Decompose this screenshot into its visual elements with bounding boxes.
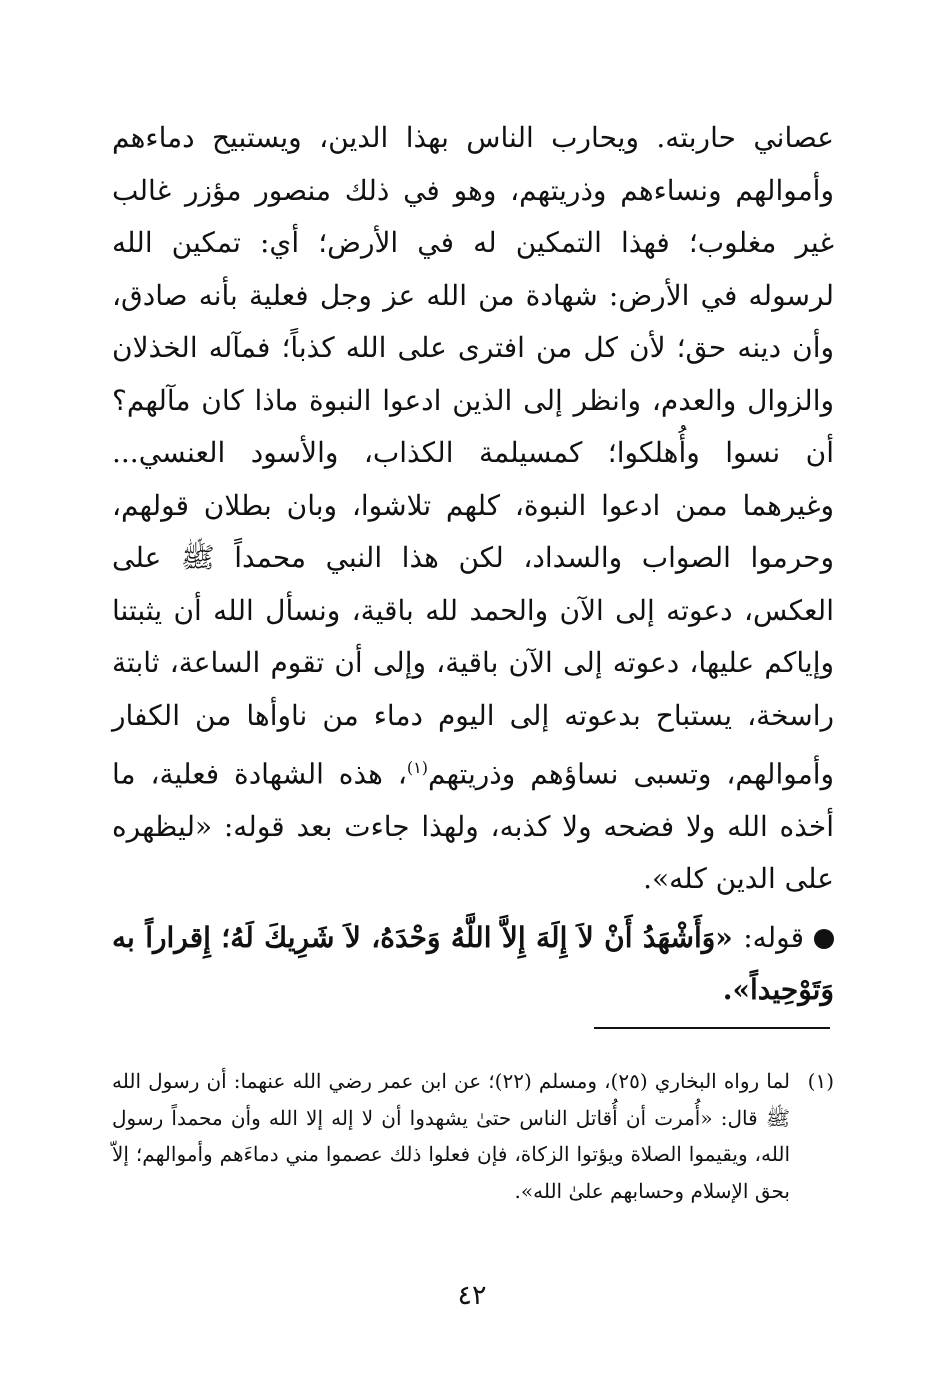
main-text [112, 112, 834, 1016]
reference-quote: «وَأَشْهَدُ أَنْ لاَ إِلَهَ إِلاَّ اللَّهُ وَحْدَهُ، لاَ شَرِيكَ لَهُ؛ إِقراراً به وَتَوْحِيداً». [112, 920, 834, 1006]
footnote-marker: (١) [406, 758, 428, 777]
footnote-number: (١) [807, 1069, 834, 1093]
footnote-separator [594, 1027, 830, 1029]
reference-paragraph [112, 912, 834, 1016]
footnote-text: لما رواه البخاري (٢٥)، ومسلم (٢٢)؛ عن ابن عمر رضي الله عنهما: أن رسول الله ﷺ قال: «أُمرت أن أُقاتل الناس حتىٰ يشهدوا أن لا إله إلا الله وأن محمداً رسول الله، ويقيموا الصلاة ويؤتوا الزكاة، فإن فعلوا ذلك عصموا مني دماءَهم وأموالهم؛ إلاّ بحق الإسلام وحسابهم علىٰ الله». [112, 1069, 791, 1203]
main-paragraph [112, 112, 834, 906]
paragraph-end-text: ، هذه الشهادة فعلية، ما أخذه الله ولا فضحه ولا كذبه، ولهذا جاءت بعد قوله: «ليظهره على الدين كله». [112, 757, 834, 896]
footnote [112, 1063, 834, 1209]
paragraph-text: عصاني حاربته. ويحارب الناس بهذا الدين، ويستبيح دماءهم وأموالهم ونساءهم وذريتهم، وهو في ذلك منصور مؤزر غالب غير مغلوب؛ فهذا التمكين له في الأرض؛ أي: تمكين الله لرسوله في الأرض: شهادة من الله عز وجل فعلية بأنه صادق، وأن دينه حق؛ لأن كل من افترى على الله كذباً؛ فمآله الخذلان والزوال والعدم، وانظر إلى الذين ادعوا النبوة ماذا كان مآلهم؟ أن نسوا وأُهلكوا؛ كمسيلمة الكذاب، والأسود العنسي... وغيرهما ممن ادعوا النبوة، كلهم تلاشوا، وبان بطلان قولهم، وحرموا الصواب والسداد، لكن هذا النبي محمداً ﷺ على العكس، دعوته إلى الآن والحمد لله باقية، ونسأل الله أن يثبتنا وإياكم عليها، دعوته إلى الآن باقية، وإلى أن تقوم الساعة، ثابتة راسخة، يستباح بدعوته إلى اليوم دماء من ناوأها من الكفار وأموالهم، وتسبى نساؤهم وذريتهم [112, 121, 835, 791]
reference-label: قوله: [743, 920, 805, 954]
page-number: ٤٢ [457, 1280, 487, 1311]
bullet-dot-icon [814, 929, 834, 949]
